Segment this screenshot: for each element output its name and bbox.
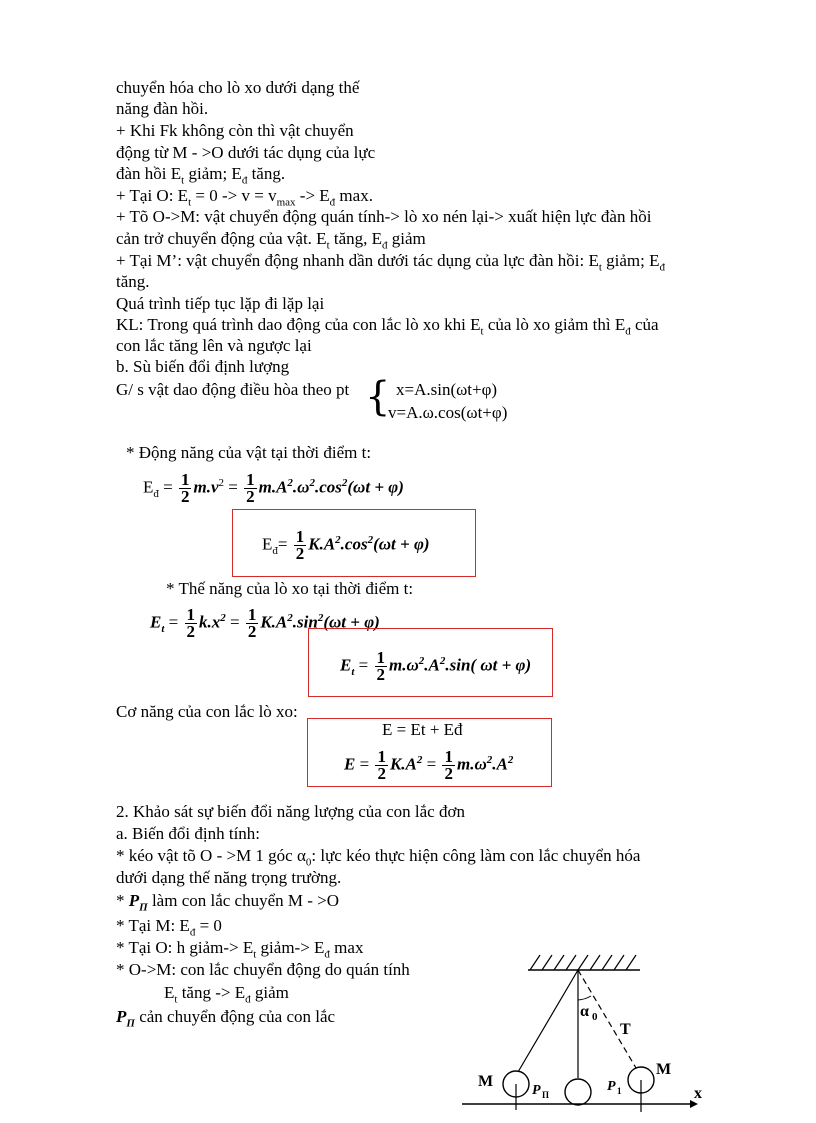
subscript: t [161,623,165,636]
formula-text: m.ω [389,655,419,675]
text-line: dưới dạng thế năng trọng trường. [116,868,342,887]
superscript: 2 [418,655,425,667]
text-fragment: * kéo vật tõ O - >M 1 góc α [116,846,306,865]
section-heading: * Động năng của vật tại thời điểm t: [126,443,372,462]
text-fragment: giảm-> E [256,938,325,957]
text-line: chuyển hóa cho lò xo dưới dạng thế [116,78,360,97]
superscript: 2 [439,655,446,667]
text-fragment: = 0 [195,916,222,935]
formula-text: E [262,534,273,554]
text-fragment: giảm; E [601,251,660,270]
text-fragment: cản trở chuyển động của vật. E [116,229,327,248]
numerator: 1 [444,747,453,767]
formula-text: E [340,655,352,675]
text-fragment: tăng. [247,164,286,183]
equation-v: v=A.ω.cos(ωt+φ) [388,403,508,422]
text-fragment: E [164,983,175,1002]
equation-x: x=A.sin(ωt+φ) [396,380,498,399]
label-alpha-sub: 0 [592,1011,598,1023]
label-p-right-sub: 1 [617,1086,622,1096]
text-fragment: giảm; E [184,164,242,183]
text-line: * O->M: con lắc chuyển động do quán tính [116,960,410,979]
text-fragment: -> E [295,186,330,205]
denominator: 2 [377,764,386,784]
formula-text: E [344,754,356,774]
superscript: 2 [220,612,226,624]
text-line: + Khi Fk không còn thì vật chuyển [116,121,354,140]
denominator: 2 [295,544,305,564]
text-line: + Tõ O->M: vật chuyển động quán tính-> lò xo nén lại-> xuất hiện lực đàn hồi [116,207,652,226]
label-m-left: M [478,1073,494,1090]
text-fragment: + Tại M’: vật chuyển động nhanh dần dưới tác dụng của lực đàn hồi: E [116,251,599,270]
numerator: 1 [247,605,257,625]
subscript: Π [126,1017,135,1030]
subscript: t [174,993,178,1006]
superscript: 2 [486,754,493,766]
numerator: 1 [246,470,255,490]
text-fragment: max. [335,186,373,205]
text-fragment: tăng -> E [177,983,246,1002]
text-line: b. Sù biến đổi định lượng [116,357,290,376]
text-fragment: của [630,315,659,334]
formula-text: .A [492,754,508,774]
formula-text: .ω [292,477,310,497]
text-fragment: giảm [387,229,426,248]
denominator: 2 [246,487,255,507]
superscript: 2 [317,612,324,624]
formula-text: = [228,477,238,497]
label-p-left: P [532,1083,541,1098]
text-line: động từ M - >O dưới tác dụng của lực [116,143,376,162]
formula-text: (ωt + φ) [373,534,430,554]
text-line: G/ s vật dao động điều hòa theo pt [116,380,350,399]
subscript: đ [241,174,248,187]
superscript: 2 [367,534,374,546]
text-fragment: : lực kéo thực hiện công làm con lắc chuyển hóa [311,846,641,865]
superscript: 2 [309,477,315,489]
subscript: đ [382,239,388,252]
angle-arc [578,996,591,1000]
subscript: đ [153,488,159,501]
text-line: tăng. [116,272,150,291]
numerator: 1 [295,527,305,547]
section-heading: Cơ năng của con lắc lò xo: [116,702,298,721]
formula-text: .A [424,655,440,675]
text-fragment: max [329,938,364,957]
label-x-axis: x [694,1085,702,1102]
text-fragment: + Tại O: E [116,186,189,205]
superscript: 2 [287,477,293,489]
text-fragment: * Tại O: h giảm-> E [116,938,254,957]
section-heading: * Thế năng của lò xo tại thời điểm t: [166,579,414,598]
subscript: đ [245,993,251,1006]
superscript: 2 [287,612,293,624]
subscript: đ [625,325,631,338]
text-fragment: cản chuyển động của con lắc [134,1007,336,1026]
formula-text: = [230,612,240,632]
formula-text: = [358,655,369,675]
denominator: 2 [444,764,453,784]
text-fragment: tăng, E [329,229,383,248]
formula-text: = [168,612,179,632]
denominator: 2 [180,487,190,507]
text-fragment: * [116,891,129,910]
label-p-left-sub: Π [542,1090,550,1100]
subscript: đ [272,545,278,558]
subscript: t [598,261,602,274]
superscript: 2 [507,754,514,766]
superscript: 2 [416,754,423,766]
formula-text: E [150,612,162,632]
label-tension: T [620,1021,631,1038]
superscript: 2 [218,477,225,489]
text-fragment: KL: Trong quá trình dao động của con lắc lò xo khi E [116,315,481,334]
formula-text: = [359,754,370,774]
text-line: năng đàn hồi. [116,99,209,118]
text-fragment: giảm [250,983,289,1002]
subscript: đ [324,948,330,961]
subscript: t [188,196,192,209]
subscript: t [326,239,330,252]
vector-p: P [116,1007,127,1026]
subscript: Π [139,901,148,914]
subscript: t [351,666,355,679]
formula-text: E [143,477,154,497]
pendulum-string-left [518,970,578,1072]
formula-text: = [163,477,173,497]
formula-text: K.A [389,754,417,774]
numerator: 1 [186,605,195,625]
formula-text: .sin( ωt + φ) [445,655,532,675]
formula-text: m.v [193,477,219,497]
subscript: đ [659,261,665,274]
subscript: max [276,196,296,209]
superscript: 2 [335,534,341,546]
text-line: con lắc tăng lên và ngược lại [116,336,312,355]
numerator: 1 [180,470,190,490]
formula-e-sum: E = Et + Eđ [382,720,463,739]
section-heading: 2. Khảo sát sự biến đổi năng lượng của con lắc đơn [116,802,465,821]
text-line: Quá trình tiếp tục lặp đi lặp lại [116,294,325,313]
subscript: 0 [305,856,312,869]
formula-text: m.ω [456,754,487,774]
formula-text: k.x [199,612,221,632]
subscript: t [253,948,257,961]
denominator: 2 [186,622,195,642]
formula-text: = [426,754,437,774]
curly-brace: { [365,374,391,420]
subscript: đ [329,196,336,209]
subscript: đ [189,926,196,939]
text-line: a. Biến đổi định tính: [116,824,261,843]
formula-text: (ωt + φ) [323,612,380,632]
superscript: 2 [341,477,348,489]
label-m-right: M [656,1061,672,1078]
formula-text: K.A [260,612,288,632]
formula-text: .cos [314,477,342,497]
formula-text: (ωt + φ) [347,477,404,497]
text-fragment: * Tại M: E [116,916,190,935]
denominator: 2 [376,665,385,685]
numerator: 1 [377,747,386,767]
ceiling-hatching [530,955,636,970]
subscript: t [181,174,185,187]
label-p-right: P [607,1079,616,1094]
formula-text: .sin [292,612,318,632]
denominator: 2 [247,622,257,642]
text-fragment: của lò xo giảm thì E [483,315,626,334]
numerator: 1 [376,648,385,668]
bob-center [565,1079,591,1105]
formula-text: K.A [308,534,336,554]
formula-text: = [277,534,288,554]
formula-text: .cos [340,534,368,554]
text-fragment: đàn hồi E [116,164,182,183]
text-fragment: = 0 -> v = v [191,186,277,205]
formula-text: m.A [258,477,288,497]
label-alpha: α [580,1003,589,1020]
subscript: t [480,325,484,338]
vector-p: P [128,891,140,910]
text-fragment: làm con lắc chuyển M - >O [147,891,340,910]
